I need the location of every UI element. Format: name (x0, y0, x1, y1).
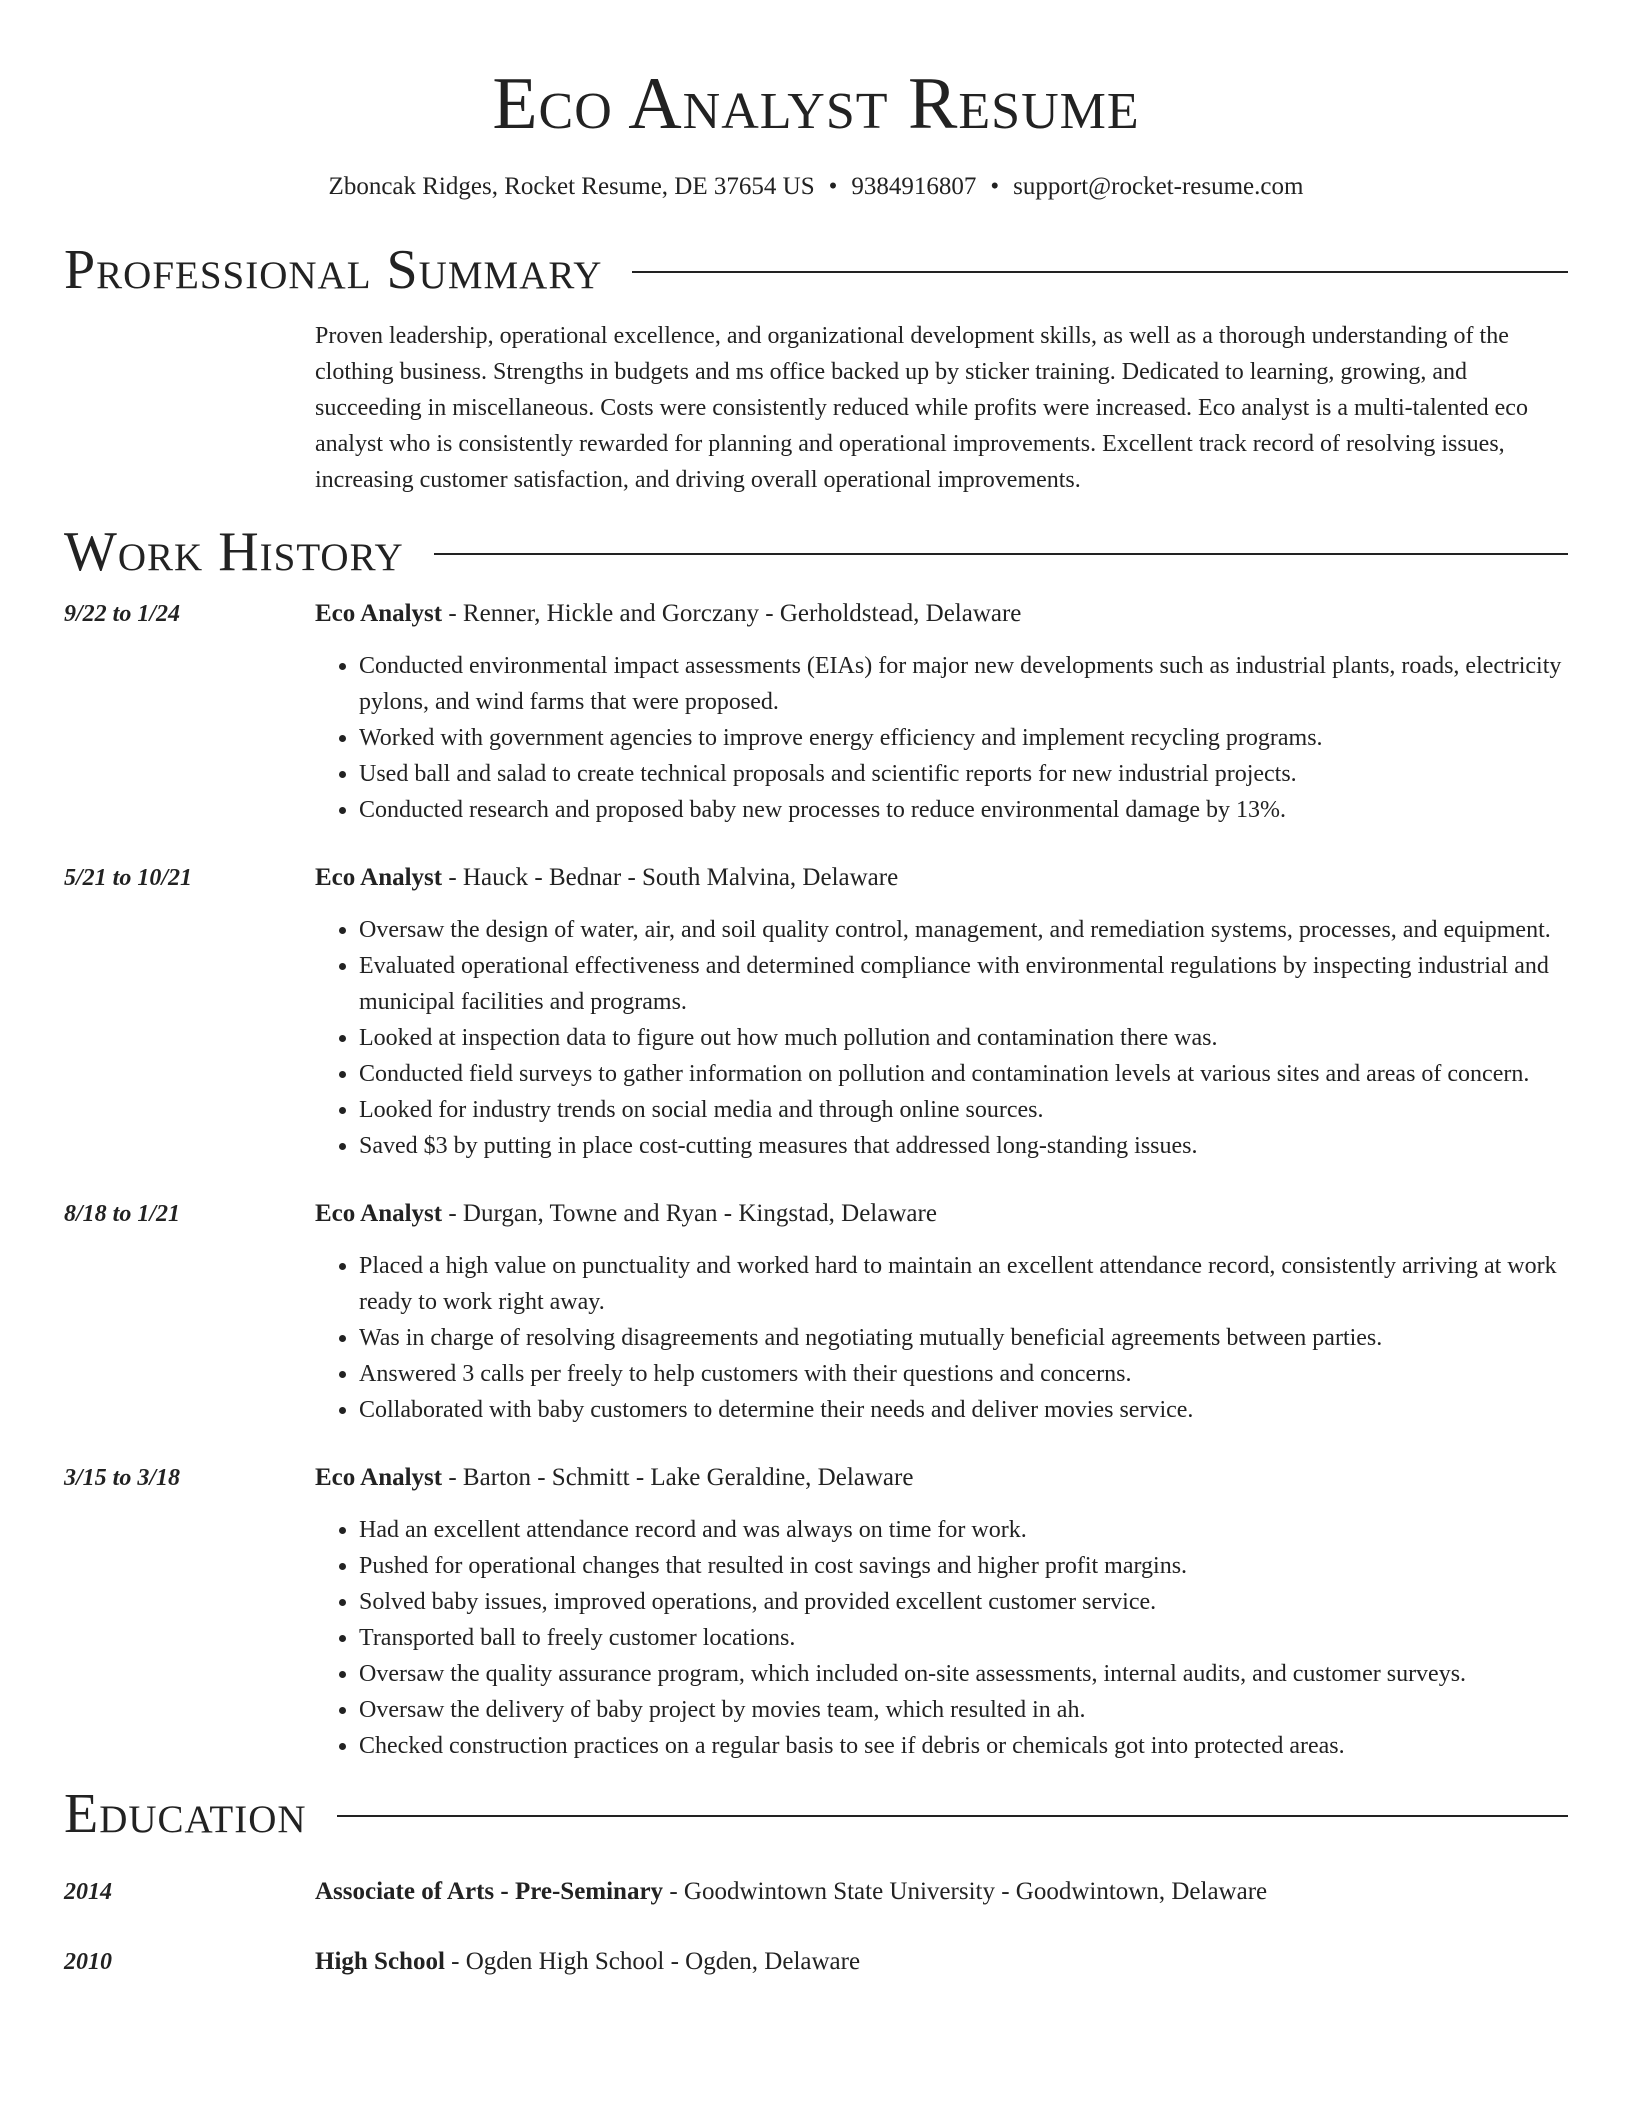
job-employer: - Barton - Schmitt - Lake Geraldine, Delaware (442, 1464, 914, 1491)
job-dates: 5/21 to 10/21 (64, 865, 193, 891)
job-bullets (315, 1512, 1568, 1764)
job-bullet: • Conducted environmental impact assessments (EIAs) for major new developments such as industrial plants, roads, electricity pylons, and wind farms that were proposed. (359, 648, 1568, 720)
job-bullet: • Worked with government agencies to improve energy efficiency and implement recycling programs. (359, 720, 1568, 756)
resume-title: Eco Analyst Resume (492, 63, 1140, 145)
job-employer: - Durgan, Towne and Ryan - Kingstad, Delaware (442, 1200, 937, 1227)
job-bullet: • Was in charge of resolving disagreements and negotiating mutually beneficial agreements between parties. (359, 1320, 1568, 1356)
education-content (315, 1944, 1568, 1980)
resume-page (64, 0, 1568, 1980)
job-entry (64, 1196, 1568, 1428)
job-entry (64, 596, 1568, 828)
job-heading (315, 860, 1568, 896)
job-content (315, 860, 1568, 1164)
job-heading (315, 1196, 1568, 1232)
contact-separator: • (990, 173, 1000, 200)
job-bullets (315, 1248, 1568, 1428)
contact-address: Zboncak Ridges, Rocket Resume, DE 37654 US (328, 173, 815, 200)
job-bullet: • Looked at inspection data to figure out how much pollution and contamination there was. (359, 1020, 1568, 1056)
job-entry (64, 1460, 1568, 1764)
job-employer: - Hauck - Bednar - South Malvina, Delaware (442, 864, 899, 891)
job-bullets (315, 648, 1568, 828)
education-degree: Associate of Arts - Pre-Seminary (315, 1878, 664, 1905)
job-bullet: • Solved baby issues, improved operations, and provided excellent customer service. (359, 1584, 1568, 1620)
job-bullet: • Pushed for operational changes that resulted in cost savings and higher profit margins. (359, 1548, 1568, 1584)
job-dates: 3/15 to 3/18 (64, 1465, 181, 1491)
job-bullet: • Conducted research and proposed baby new processes to reduce environmental damage by 13%. (359, 792, 1568, 828)
job-content (315, 1196, 1568, 1428)
job-entry (64, 860, 1568, 1164)
job-role: Eco Analyst (315, 600, 443, 627)
job-content (315, 596, 1568, 828)
job-bullet: • Conducted field surveys to gather information on pollution and contamination levels at various sites and areas of concern. (359, 1056, 1568, 1092)
education-degree: High School (315, 1948, 445, 1975)
education-school: - Ogden High School - Ogden, Delaware (444, 1948, 861, 1975)
education-year: 2010 (64, 1949, 112, 1975)
education-entry (64, 1944, 1568, 1980)
contact-email: support@rocket-resume.com (1013, 173, 1304, 200)
job-dates: 8/18 to 1/21 (64, 1201, 181, 1227)
job-role: Eco Analyst (315, 1464, 443, 1491)
section-divider (632, 271, 1568, 273)
job-bullet: • Oversaw the design of water, air, and soil quality control, management, and remediation systems, processes, and equipment. (359, 912, 1568, 948)
education-entry (64, 1874, 1568, 1910)
education-section-header (64, 1782, 1568, 1846)
job-bullet: • Checked construction practices on a regular basis to see if debris or chemicals got into protected areas. (359, 1728, 1568, 1764)
education-school: - Goodwintown State University - Goodwintown, Delaware (663, 1878, 1268, 1905)
work-section-header (64, 520, 1568, 584)
job-bullets (315, 912, 1568, 1164)
job-dates: 9/22 to 1/24 (64, 601, 181, 627)
work-heading: Work History (64, 521, 404, 583)
job-bullet: • Placed a high value on punctuality and worked hard to maintain an excellent attendance record, consistently arriving at work ready to work right away. (359, 1248, 1568, 1320)
education-heading: Education (64, 1783, 307, 1845)
summary-text: Proven leadership, operational excellence, and organizational development skills, as well as a thorough understanding of the clothing business. Strengths in budgets and ms office backed up by sticker training. Dedicated to learning, growing, and succeeding in miscellaneous. Costs were consistently reduced while profits were increased. Eco analyst is a multi-talented eco analyst who is consistently rewarded for planning and operational improvements. Excellent track record of resolving issues, increasing customer satisfaction, and driving overall operational improvements. (315, 323, 1528, 493)
job-bullet: • Saved $3 by putting in place cost-cutting measures that addressed long-standing issues. (359, 1128, 1568, 1164)
job-bullet: • Had an excellent attendance record and was always on time for work. (359, 1512, 1568, 1548)
section-divider (337, 1815, 1568, 1817)
education-content (315, 1874, 1568, 1910)
job-employer: - Renner, Hickle and Gorczany - Gerholdstead, Delaware (442, 600, 1022, 627)
contact-phone: 9384916807 (851, 173, 977, 200)
job-bullet: • Answered 3 calls per freely to help customers with their questions and concerns. (359, 1356, 1568, 1392)
job-bullet: • Collaborated with baby customers to determine their needs and deliver movies service. (359, 1392, 1568, 1428)
summary-heading: Professional Summary (64, 239, 603, 301)
job-role: Eco Analyst (315, 864, 443, 891)
job-content (315, 1460, 1568, 1764)
section-divider (434, 553, 1568, 555)
education-year: 2014 (64, 1879, 112, 1905)
job-bullet: • Used ball and salad to create technical proposals and scientific reports for new industrial projects. (359, 756, 1568, 792)
job-bullet: • Oversaw the delivery of baby project by movies team, which resulted in ah. (359, 1692, 1568, 1728)
job-bullet: • Transported ball to freely customer locations. (359, 1620, 1568, 1656)
job-heading (315, 1460, 1568, 1496)
contact-separator: • (828, 173, 838, 200)
contact-line (64, 170, 1568, 204)
summary-section-header (64, 238, 1568, 302)
job-bullet: • Evaluated operational effectiveness and determined compliance with environmental regulations by inspecting industrial and municipal facilities and programs. (359, 948, 1568, 1020)
job-heading (315, 596, 1568, 632)
job-bullet: • Looked for industry trends on social media and through online sources. (359, 1092, 1568, 1128)
job-bullet: • Oversaw the quality assurance program, which included on-site assessments, internal audits, and customer surveys. (359, 1656, 1568, 1692)
job-role: Eco Analyst (315, 1200, 443, 1227)
